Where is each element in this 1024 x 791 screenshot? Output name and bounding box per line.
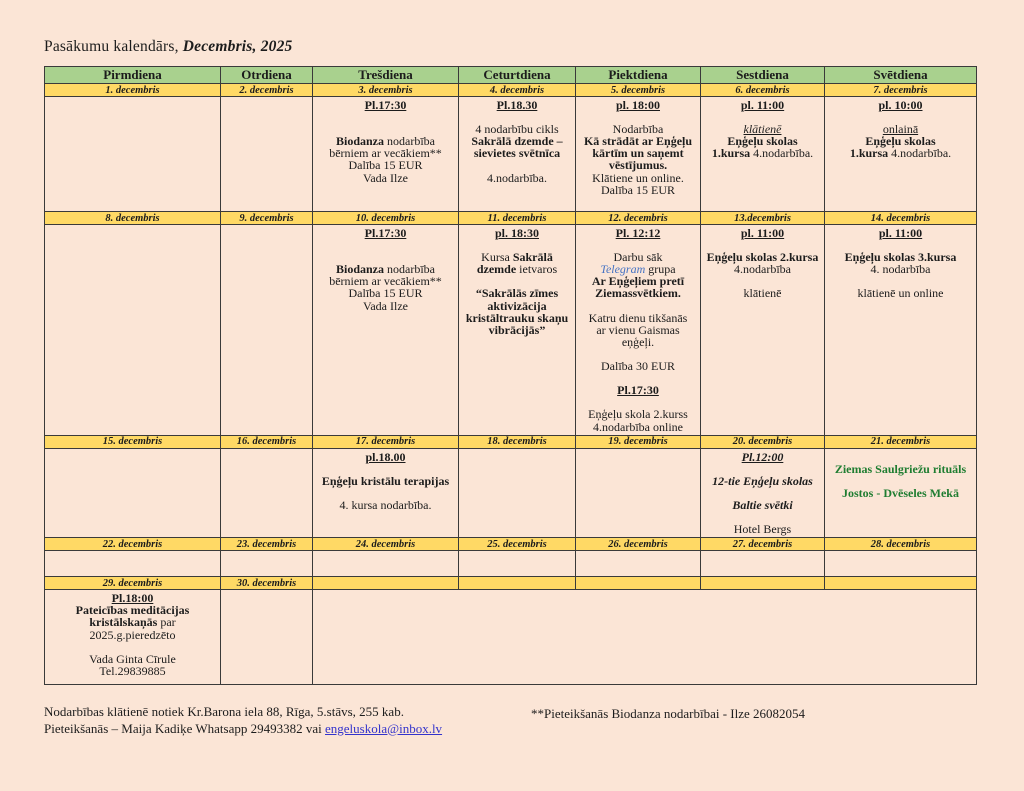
event-text-line: pl. 18:00 [615, 98, 660, 112]
date-cell: 6. decembris [701, 84, 825, 97]
event-cell [313, 590, 977, 685]
event-text-line: Katru dienu tikšanās [588, 310, 688, 325]
page-title-month: Decembris, 2025 [182, 38, 293, 55]
weekday-header: Trešdiena [313, 67, 459, 84]
event-cell [221, 97, 313, 212]
event-text-line: vēstījumus. [608, 158, 668, 173]
date-row [45, 577, 977, 590]
date-cell: 30. decembris [221, 577, 313, 590]
week-content-row [45, 97, 977, 212]
event-text-line: klātienē [743, 286, 782, 301]
event-cell [221, 551, 313, 577]
event-text-line: sievietes svētnīca [473, 146, 561, 161]
event-text-line: pl. 11:00 [740, 98, 785, 112]
event-text-line: Pl.12:00 [741, 449, 784, 464]
event-text-line: Eņģeļu skolas 3.kursa [844, 250, 957, 265]
event-cell [701, 551, 825, 577]
event-cell [459, 448, 576, 538]
event-cell [313, 225, 459, 436]
date-cell: 2. decembris [221, 84, 313, 97]
event-text-line: 2025.g.pieredzēto [89, 627, 176, 642]
event-text-line: Ziemas Saulgriežu rituāls [834, 461, 967, 476]
event-text-line: klātienē [743, 122, 782, 137]
date-cell: 11. decembris [459, 212, 576, 225]
date-cell [313, 577, 459, 590]
event-text-line: Dalība 15 EUR [348, 158, 423, 173]
date-cell: 24. decembris [313, 538, 459, 551]
date-row [45, 212, 977, 225]
event-text-line: kristālskaņās par [89, 615, 176, 630]
week-content-row [45, 590, 977, 685]
date-cell: 13.decembris [701, 212, 825, 225]
event-cell [459, 225, 576, 436]
footer [44, 704, 442, 737]
event-cell [313, 97, 459, 212]
date-cell: 8. decembris [45, 212, 221, 225]
weekday-header: Piektdiena [576, 67, 701, 84]
event-text-line: Dalība 30 EUR [601, 359, 675, 374]
event-text-line: Eņģeļu kristālu terapijas [321, 473, 450, 488]
event-cell [45, 225, 221, 436]
event-text-line: Eņģeļu skolas 2.kursa [706, 250, 819, 265]
date-cell: 5. decembris [576, 84, 701, 97]
email-link[interactable]: engeluskola@inbox.lv [325, 720, 443, 736]
weekday-header: Otrdiena [221, 67, 313, 84]
event-text-line: 4. nodarbība [870, 262, 931, 277]
event-text-line: 4.nodarbība [734, 262, 791, 277]
event-cell [45, 590, 221, 685]
week-content-row [45, 551, 977, 577]
event-text-line: kārtīm un saņemt [592, 146, 684, 161]
date-cell: 7. decembris [825, 84, 977, 97]
page-title [44, 38, 293, 56]
event-text-line: Klātiene un online. [592, 170, 684, 185]
event-text-line: Pl.17:30 [364, 226, 407, 240]
date-cell [701, 577, 825, 590]
date-row [45, 435, 977, 448]
weekday-header: Pirmdiena [45, 67, 221, 84]
event-text-line: pl. 11:00 [740, 226, 785, 240]
date-cell: 23. decembris [221, 538, 313, 551]
event-cell [576, 448, 701, 538]
week-content-row [45, 225, 977, 436]
event-text-line: Biodanza nodarbība [336, 134, 435, 149]
event-text-line: Nodarbība [612, 122, 664, 137]
event-cell [701, 97, 825, 212]
date-row [45, 84, 977, 97]
event-text-line: Darbu sāk [613, 250, 663, 265]
event-cell [825, 448, 977, 538]
date-cell [459, 577, 576, 590]
event-text-line: Telegram grupa [600, 262, 676, 277]
event-text-line: Biodanza nodarbība [336, 262, 435, 277]
event-text-line: vibrācijās” [488, 322, 546, 337]
date-cell: 3. decembris [313, 84, 459, 97]
event-text-line: Pl. 12:12 [615, 226, 661, 240]
event-cell [313, 551, 459, 577]
event-text-line: pl. 11:00 [878, 226, 923, 240]
event-text-line: Ar Eņģeļiem pretī [591, 274, 685, 289]
event-text-line: Tel.29839885 [99, 663, 166, 678]
event-cell [459, 551, 576, 577]
event-text-line: bērniem ar vecākiem** [329, 274, 442, 289]
event-cell [576, 225, 701, 436]
footer-contact-line [44, 721, 442, 738]
date-row [45, 538, 977, 551]
date-cell: 28. decembris [825, 538, 977, 551]
date-cell: 26. decembris [576, 538, 701, 551]
date-cell: 27. decembris [701, 538, 825, 551]
event-cell [221, 590, 313, 685]
event-text-line: Pl.18.30 [496, 98, 538, 112]
event-text-line: Vada Ilze [363, 170, 408, 185]
event-text-line: Pateicības meditācijas [75, 603, 190, 618]
event-cell [221, 225, 313, 436]
event-cell [45, 97, 221, 212]
event-text-line: 1.kursa 4.nodarbība. [849, 146, 952, 161]
event-text-line: Kursa Sakrālā [481, 250, 553, 265]
date-cell: 16. decembris [221, 435, 313, 448]
event-text-line: 12-tie Eņģeļu skolas [712, 473, 813, 488]
event-text-line: 4. kursa nodarbība. [339, 497, 432, 512]
footer-biodanza-note: **Pieteikšanās Biodanza nodarbībai - Ilze 26082054 [531, 706, 806, 721]
event-cell [701, 225, 825, 436]
event-text-line: klātienē un online [857, 286, 944, 301]
event-text-line: eņģeļi. [621, 334, 655, 349]
event-cell [313, 448, 459, 538]
event-cell [221, 448, 313, 538]
event-text-line: Eņģeļu skola 2.kurss [588, 407, 688, 422]
event-cell [576, 97, 701, 212]
date-cell: 14. decembris [825, 212, 977, 225]
event-text-line: Vada Ilze [363, 298, 408, 313]
event-cell [825, 551, 977, 577]
event-text-line: 1.kursa 4.nodarbība. [711, 146, 814, 161]
event-text-line: aktivizācija [487, 298, 547, 313]
weekday-header: Svētdiena [825, 67, 977, 84]
event-cell [459, 97, 576, 212]
event-text-line: bērniem ar vecākiem** [329, 146, 442, 161]
event-text-line: 4 nodarbību cikls [475, 122, 559, 137]
calendar-table [44, 66, 977, 685]
date-cell: 22. decembris [45, 538, 221, 551]
date-cell: 12. decembris [576, 212, 701, 225]
date-cell: 1. decembris [45, 84, 221, 97]
event-cell [825, 97, 977, 212]
date-cell: 4. decembris [459, 84, 576, 97]
event-text-line: Pl.17:30 [617, 383, 659, 398]
event-text-line: Baltie svētki [732, 497, 793, 512]
date-cell: 18. decembris [459, 435, 576, 448]
event-text-line: onlainā [882, 122, 919, 137]
date-cell: 19. decembris [576, 435, 701, 448]
weekday-header: Ceturtdiena [459, 67, 576, 84]
event-cell [45, 551, 221, 577]
event-text-line: kristāltrauku skaņu [465, 310, 569, 325]
event-text-line: pl. 18:30 [494, 226, 539, 240]
event-text-line: Eņģeļu skolas [727, 134, 798, 149]
event-text-line: 4.nodarbība online [593, 419, 683, 434]
event-text-line: Dalība 15 EUR [601, 182, 675, 197]
event-cell [576, 551, 701, 577]
date-cell: 10. decembris [313, 212, 459, 225]
event-text-line: Jostos - Dvēseles Mekā [842, 485, 959, 500]
footer-location-line: Nodarbības klātienē notiek Kr.Barona iela 88, Rīga, 5.stāvs, 255 kab. [44, 704, 404, 719]
date-cell: 15. decembris [45, 435, 221, 448]
date-cell: 21. decembris [825, 435, 977, 448]
event-cell [701, 448, 825, 538]
event-text-line: Pl.18:00 [111, 591, 154, 606]
weekday-header-row [45, 67, 977, 84]
event-text-line: Vada Ginta Cīrule [89, 651, 176, 666]
event-text-line: Sakrālā dzemde – [471, 134, 563, 149]
event-text-line: Hotel Bergs [733, 522, 792, 537]
page-title-prefix: Pasākumu kalendārs, [44, 38, 183, 55]
event-text-line: Pl.17:30 [364, 98, 407, 112]
footer-contact-text: Pieteikšanās – Maija Kadiķe Whatsapp 29493382 vai [44, 720, 326, 736]
event-cell [45, 448, 221, 538]
date-cell: 20. decembris [701, 435, 825, 448]
date-cell: 29. decembris [45, 577, 221, 590]
event-text-line: 4.nodarbība. [487, 170, 547, 185]
event-text-line: Kā strādāt ar Eņģeļu [583, 134, 693, 149]
weekday-header: Sestdiena [701, 67, 825, 84]
date-cell [576, 577, 701, 590]
event-text-line: dzemde ietvaros [476, 262, 558, 277]
event-text-line: pl. 10:00 [878, 98, 923, 112]
event-text-line: Eņģeļu skolas [865, 134, 936, 149]
event-text-line: Dalība 15 EUR [348, 286, 423, 301]
event-text-line: ar vienu Gaismas [596, 322, 680, 337]
date-cell: 17. decembris [313, 435, 459, 448]
event-text-line: Ziemassvētkiem. [595, 286, 681, 301]
event-text-line: “Sakrālās zīmes [475, 286, 559, 301]
date-cell: 25. decembris [459, 538, 576, 551]
date-cell: 9. decembris [221, 212, 313, 225]
date-cell [825, 577, 977, 590]
week-content-row [45, 448, 977, 538]
event-cell [825, 225, 977, 436]
event-text-line: pl.18.00 [365, 449, 406, 464]
